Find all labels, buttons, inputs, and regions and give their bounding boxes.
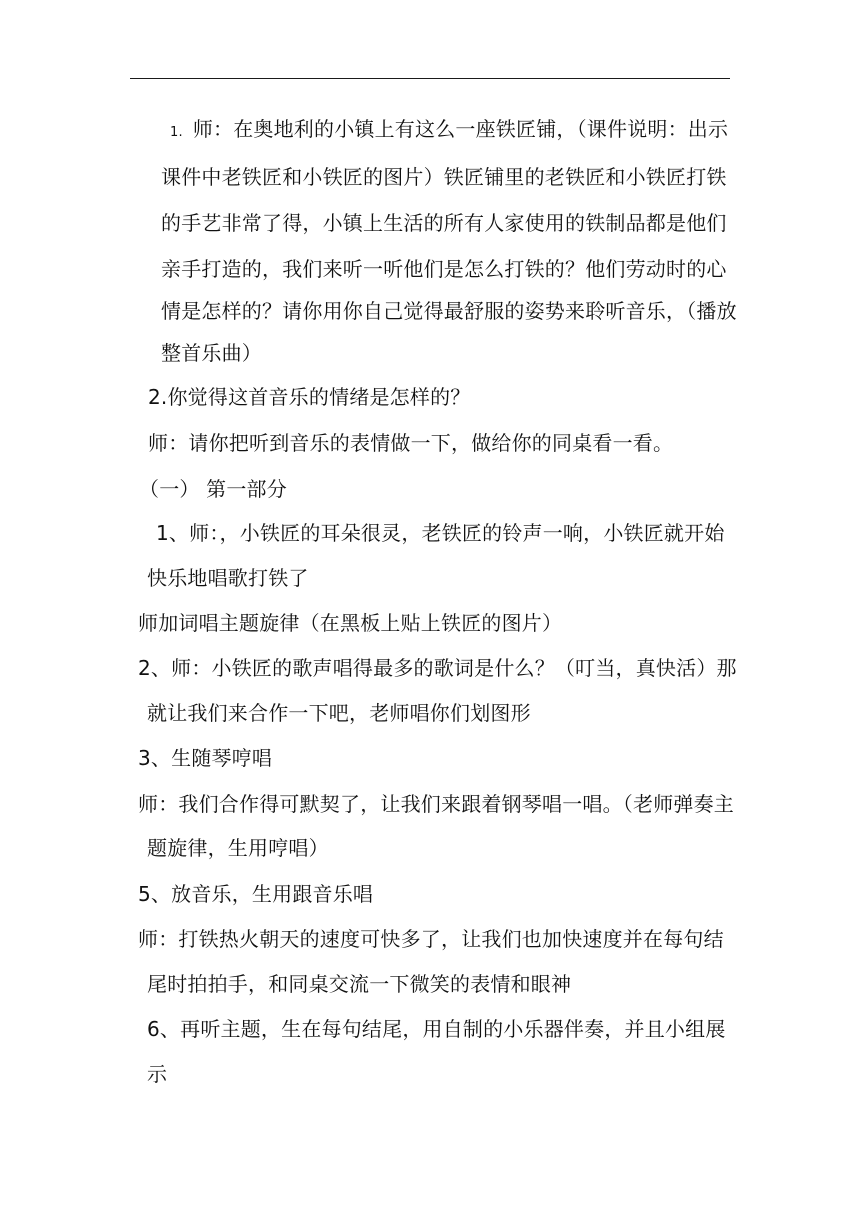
para1-line3: 的手艺非常了得，小镇上生活的所有人家使用的铁制品都是他们 <box>161 211 727 235</box>
para1-line6: 整首乐曲） <box>161 341 262 365</box>
item6-line1: 6、再听主题，生在每句结尾，用自制的小乐器伴奏，并且小组展 <box>147 1017 726 1041</box>
para1-line1 <box>170 115 728 147</box>
item2-line2: 就让我们来合作一下吧，老师唱你们划图形 <box>147 701 531 725</box>
item6-line2: 示 <box>147 1062 168 1086</box>
header-rule <box>130 78 730 79</box>
item5-teacher-line2: 尾时拍拍手，和同桌交流一下微笑的表情和眼神 <box>147 972 572 996</box>
para1-line5: 情是怎样的？请你用你自己觉得最舒服的姿势来聆听音乐，（播放 <box>161 299 737 323</box>
item1-line2: 快乐地唱歌打铁了 <box>147 566 309 590</box>
item5-teacher-line1: 师：打铁热火朝天的速度可快多了，让我们也加快速度并在每句结 <box>138 927 724 951</box>
para1-line1-text: 师：在奥地利的小镇上有这么一座铁匠铺，（课件说明：出示 <box>192 117 729 141</box>
teacher-sing: 师加词唱主题旋律（在黑板上贴上铁匠的图片） <box>138 611 563 635</box>
item3: 3、生随琴哼唱 <box>138 746 273 770</box>
question-2: 2.你觉得这首音乐的情绪是怎样的？ <box>148 385 471 409</box>
para1-line4: 亲手打造的，我们来听一听他们是怎么打铁的？他们劳动时的心 <box>161 257 727 281</box>
item3-teacher-line1: 师：我们合作得可默契了，让我们来跟着钢琴唱一唱。（老师弹奏主 <box>138 792 734 816</box>
para1-line2: 课件中老铁匠和小铁匠的图片）铁匠铺里的老铁匠和小铁匠打铁 <box>161 165 727 189</box>
question-2-teacher: 师：请你把听到音乐的表情做一下，做给你的同桌看一看。 <box>148 431 674 455</box>
para1-number: 1. <box>170 125 183 140</box>
item5: 5、放音乐，生用跟音乐唱 <box>138 882 374 906</box>
item1-line1: 1、师：，小铁匠的耳朵很灵，老铁匠的铃声一响，小铁匠就开始 <box>156 521 725 545</box>
item2-line1: 2、师：小铁匠的歌声唱得最多的歌词是什么？（叮当，真快活）那 <box>138 656 737 680</box>
section-1-title: （一） 第一部分 <box>139 477 287 501</box>
item3-teacher-line2: 题旋律，生用哼唱） <box>147 836 329 860</box>
